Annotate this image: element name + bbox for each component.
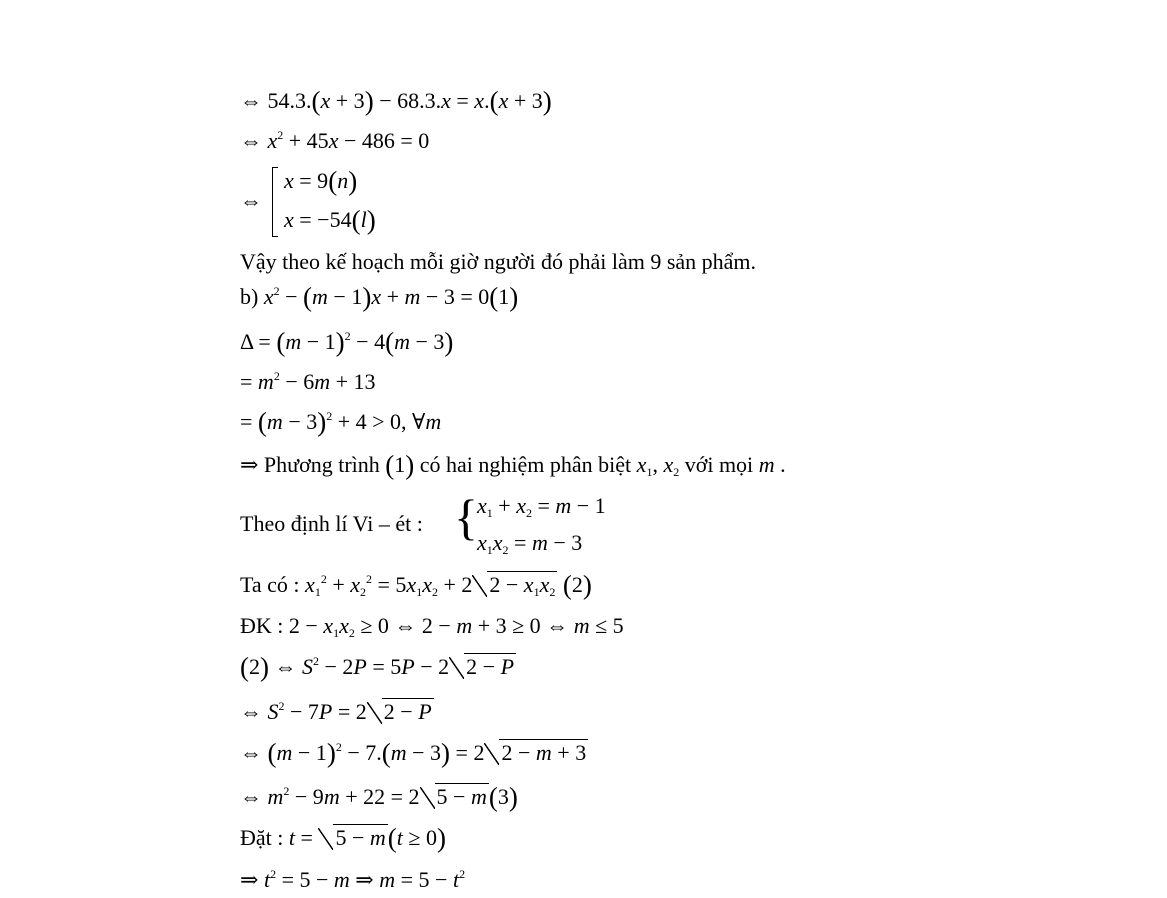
equivalence-arrow: ⇔: [240, 188, 262, 213]
vieta-product: $x_1x_2 = m - 3$: [477, 530, 583, 557]
transform-line-1: (2) ⇔ $S^2 - 2P = 5P - 2$ 2 − P: [240, 652, 515, 682]
math-line-2: ⇔ $x^2 + 45x - 486 = 0$: [240, 128, 430, 153]
transform-line-2: ⇔ $S^2 - 7P = 2$ 2 − P: [240, 699, 432, 724]
vieta-label: Theo định lí Vi – ét :: [240, 511, 423, 536]
delta-line-1: $\Delta = (m - 1)^2 - 4(m - 3)$: [240, 327, 454, 357]
part-b-equation: b) $x^2 - (m - 1)x + m - 3 = 0(1)$: [240, 282, 519, 312]
domain-condition-line: ĐK : $2 - x_1x_2 \ge 0$ ⇔ 2 − m + 3 ≥ 0 ⇔ m ≤ 5: [240, 613, 624, 640]
vieta-sum: $x_1 + x_2 = m - 1$: [477, 493, 606, 520]
system-brace: {: [454, 489, 478, 545]
distinct-roots-line: ⇒ Phương trình (1) có hai nghiệm phân biệt $x_1$, $x_2$ với mọi m .: [240, 450, 786, 480]
substitution-result-line: ⇒ $t^2 = 5 - m$ ⇒ $m = 5 - t^2$: [240, 867, 466, 892]
transform-line-4: ⇔ $m^2 - 9m + 22 = 2$ 5 − m(3): [240, 782, 518, 812]
transform-line-3: ⇔ $(m - 1)^2 - 7.(m - 3) = 2$ 2 − m + 3: [240, 738, 587, 768]
solution-1: x = 9(n): [284, 166, 358, 196]
solution-2: x = −54(l): [284, 205, 376, 235]
solution-bracket: [272, 167, 278, 237]
delta-line-2: = $m^2 - 6m + 13$: [240, 369, 376, 394]
delta-line-3: = $(m - 3)^2 + 4 > 0$, ∀m: [240, 407, 442, 437]
math-line-1: ⇔ 54.3.(x + 3) − 68.3.x = x.(x + 3): [240, 86, 552, 116]
substitution-line: Đặt : t = 5 − m(t ≥ 0): [240, 823, 446, 853]
conclusion-line: Vậy theo kế hoạch mỗi giờ người đó phải làm 9 sản phẩm.: [240, 249, 757, 274]
given-condition-line: Ta có : $x_1^2 + x_2^2 = 5x_1x_2 + 2$ $2 - x_1x_2$ (2): [240, 570, 592, 600]
